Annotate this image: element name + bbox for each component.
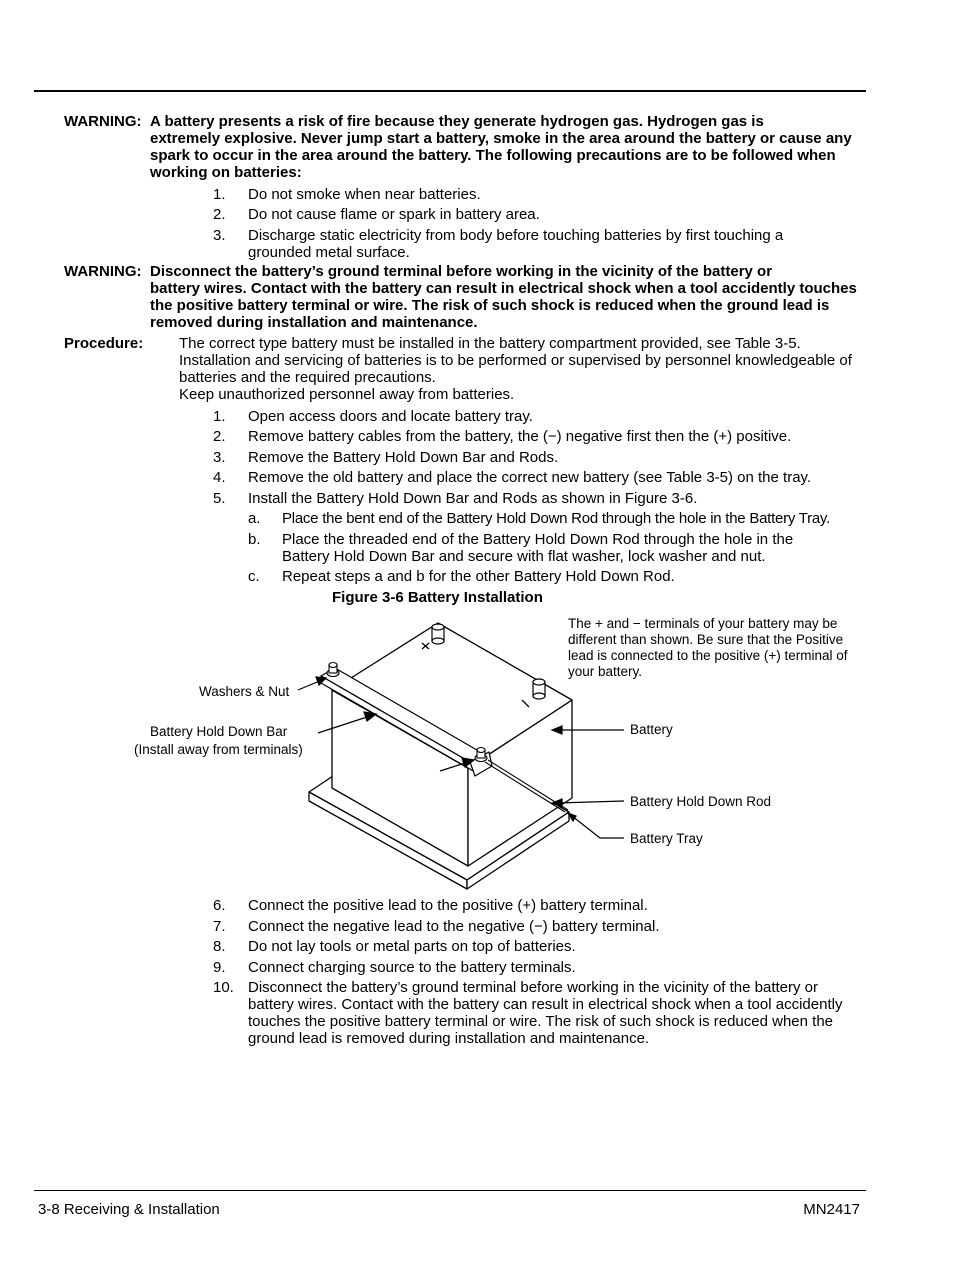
- step-text: Do not lay tools or metal parts on top of batteries.: [248, 938, 576, 955]
- step-number: 9.: [213, 959, 226, 976]
- warning-2-text: battery wires. Contact with the battery can result in electrical shock when a tool accidently touches the positive battery terminal or wire. The risk of such shock is reduced when the ground lead is removed during installation and maintenance.: [150, 280, 857, 331]
- step-text: Disconnect the battery’s ground terminal before working in the vicinity of the battery or battery wires. Contact with the battery can result in electrical shock when a tool accidently touches the positive battery terminal or wire. The risk of such shock is reduced when the ground lead is removed during installation and maintenance.: [248, 979, 843, 1047]
- warning-2-label: WARNING:: [64, 263, 142, 280]
- step-number: 5.: [213, 490, 226, 507]
- step-number: 3.: [213, 449, 226, 466]
- terminal-post-top: [533, 679, 545, 685]
- step-text: Install the Battery Hold Down Bar and Rods as shown in Figure 3-6.: [248, 490, 698, 507]
- substep-letter: a.: [248, 510, 261, 527]
- precaution-number: 2.: [213, 206, 226, 223]
- terminal-post-base: [432, 638, 444, 644]
- step-text: Connect the negative lead to the negative (−) battery terminal.: [248, 918, 660, 935]
- warning-1-first-line: A battery presents a risk of fire because they generate hydrogen gas. Hydrogen gas is: [150, 113, 764, 130]
- label-battery: Battery: [630, 722, 673, 737]
- precaution-number: 1.: [213, 186, 226, 203]
- label-hold-down-bar: Battery Hold Down Bar: [150, 724, 288, 739]
- precaution-number: 3.: [213, 227, 226, 244]
- precaution-item: Do not cause flame or spark in battery area.: [248, 206, 540, 223]
- label-battery-tray: Battery Tray: [630, 831, 703, 846]
- step-text: Remove the old battery and place the correct new battery (see Table 3-5) on the tray.: [248, 469, 812, 486]
- step-number: 1.: [213, 408, 226, 425]
- substep-text: Repeat steps a and b for the other Battery Hold Down Rod.: [282, 568, 675, 585]
- terminal-post-base: [533, 693, 545, 699]
- warning-1-label: WARNING:: [64, 113, 142, 130]
- label-washers-nut-top: Washers & Nut: [199, 684, 290, 699]
- footer-doc-number: MN2417: [803, 1201, 860, 1218]
- procedure-text-2: Keep unauthorized personnel away from batteries.: [179, 386, 515, 403]
- procedure-label: Procedure:: [64, 335, 144, 352]
- step-number: 7.: [213, 918, 226, 935]
- label-hold-down-bar-note: (Install away from terminals): [134, 742, 303, 757]
- step-number: 4.: [213, 469, 226, 486]
- substep-letter: b.: [248, 531, 261, 548]
- step-text: Remove battery cables from the battery, the (−) negative first then the (+) positive.: [248, 428, 792, 445]
- step-number: 6.: [213, 897, 226, 914]
- precaution-item: Discharge static electricity from body before touching batteries by first touching a grounded metal surface.: [248, 227, 784, 261]
- terminal-post-top: [432, 624, 444, 630]
- footer-page-label: 3-8 Receiving & Installation: [38, 1201, 220, 1218]
- step-number: 2.: [213, 428, 226, 445]
- procedure-text: The correct type battery must be installed in the battery compartment provided, see Table 3-5. Installation and servicing of batteries is to be performed or supervised by personnel knowledgeable of batteries and the required precautions.: [179, 335, 852, 386]
- substep-letter: c.: [248, 568, 260, 585]
- figure-note: The + and − terminals of your battery may be different than shown. Be sure that the Positive lead is connected to the positive (+) terminal of your battery.: [568, 616, 848, 679]
- step-text: Open access doors and locate battery tray.: [248, 408, 533, 425]
- step-text: Connect charging source to the battery terminals.: [248, 959, 576, 976]
- step-number: 8.: [213, 938, 226, 955]
- step-number: 10.: [213, 979, 234, 996]
- footer-rule: [34, 1190, 866, 1191]
- figure-title: Figure 3-6 Battery Installation: [332, 589, 543, 606]
- substep-text: Place the threaded end of the Battery Hold Down Rod through the hole in the Battery Hold Down Bar and secure with flat washer, lock washer and nut.: [282, 531, 794, 565]
- warning-1-text: extremely explosive. Never jump start a battery, smoke in the area around the battery or cause any spark to occur in the area around the battery. The following precautions are to be followed when working on batteries:: [150, 130, 852, 181]
- substep-text: Place the bent end of the Battery Hold Down Rod through the hole in the Battery Tray.: [282, 510, 830, 527]
- label-hold-down-rod: Battery Hold Down Rod: [630, 794, 772, 809]
- step-text: Connect the positive lead to the positive (+) battery terminal.: [248, 897, 648, 914]
- warning-2-first-line: Disconnect the battery’s ground terminal before working in the vicinity of the battery or: [150, 263, 773, 280]
- precaution-item: Do not smoke when near batteries.: [248, 186, 481, 203]
- step-text: Remove the Battery Hold Down Bar and Rods.: [248, 449, 559, 466]
